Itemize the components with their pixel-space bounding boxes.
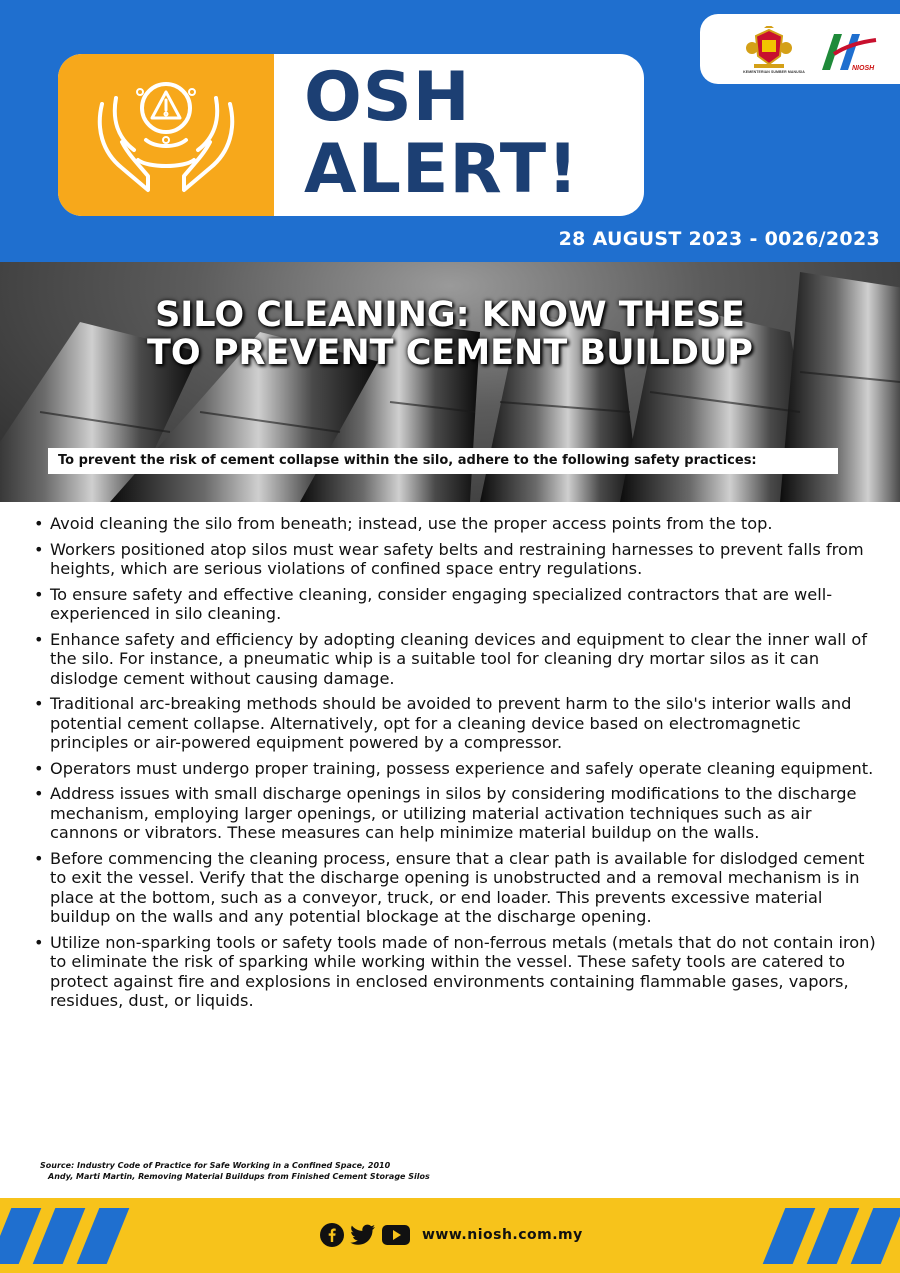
banner-title-line2: TO PREVENT CEMENT BUILDUP bbox=[147, 333, 753, 373]
hazard-stripe bbox=[33, 1208, 86, 1264]
list-item: • To ensure safety and effective cleaning, consider engaging specialized contractors that are well-experienced in silo cleaning. bbox=[34, 585, 884, 624]
niosh-label: NIOSH bbox=[852, 65, 875, 72]
sources bbox=[40, 1160, 430, 1182]
hazard-stripe bbox=[77, 1208, 130, 1264]
alert-title-line1: OSH bbox=[304, 58, 471, 137]
social-links bbox=[320, 1223, 583, 1247]
alert-title bbox=[304, 58, 580, 209]
list-item: • Avoid cleaning the silo from beneath; instead, use the proper access points from the top. bbox=[34, 514, 884, 534]
youtube-icon[interactable] bbox=[382, 1225, 410, 1245]
alert-title-line2: ALERT! bbox=[304, 130, 580, 209]
list-item: • Utilize non-sparking tools or safety tools made of non-ferrous metals (metals that do not contain iron) to eliminate the risk of sparking while working within the vessel. These safety tools are catered to protect against fire and explosions in enclosed environments containing flammable gases, vapors, residues, dust, or liquids. bbox=[34, 933, 884, 1011]
header bbox=[0, 0, 900, 262]
list-item: • Workers positioned atop silos must wear safety belts and restraining harnesses to prevent falls from heights, which are serious violations of confined space entry regulations. bbox=[34, 540, 884, 579]
alert-icon-panel bbox=[58, 54, 274, 216]
silo-banner bbox=[0, 262, 900, 502]
list-item: • Enhance safety and efficiency by adopting cleaning devices and equipment to clear the inner wall of the silo. For instance, a pneumatic whip is a suitable tool for cleaning dry mortar silos as it can dislodge cement without causing damage. bbox=[34, 630, 884, 689]
practices-section bbox=[34, 514, 884, 1017]
list-item: • Before commencing the cleaning process, ensure that a clear path is available for dislodged cement to exit the vessel. Verify that the discharge opening is unobstructed and a removal mechanism is in place at the bottom, such as a conveyor, truck, or end loader. This prevents excessive material buildup on the walls and any potential blockage at the discharge opening. bbox=[34, 849, 884, 927]
intro-text: To prevent the risk of cement collapse within the silo, adhere to the following safety practices: bbox=[48, 448, 838, 474]
banner-title bbox=[0, 296, 900, 372]
practices-list bbox=[34, 514, 884, 1011]
list-item: • Traditional arc-breaking methods should be avoided to prevent harm to the silo's interior walls and potential cement collapse. Alternatively, opt for a cleaning device based on electromagnetic principles or air-powered equipment powered by a compressor. bbox=[34, 694, 884, 753]
ministry-label: KEMENTERIAN SUMBER MANUSIA bbox=[743, 70, 805, 74]
hazard-stripe bbox=[807, 1208, 860, 1264]
date-reference: 28 AUGUST 2023 - 0026/2023 bbox=[558, 228, 880, 250]
footer bbox=[0, 1198, 900, 1273]
facebook-icon[interactable] bbox=[320, 1223, 344, 1247]
hands-warning-icon bbox=[92, 68, 240, 202]
banner-title-line1: SILO CLEANING: KNOW THESE bbox=[155, 295, 745, 335]
list-item: • Operators must undergo proper training, possess experience and safely operate cleaning equipment. bbox=[34, 759, 884, 779]
hazard-stripe bbox=[763, 1208, 816, 1264]
list-item: • Address issues with small discharge openings in silos by considering modifications to the discharge mechanism, employing larger openings, or utilizing material activation techniques such as air cannons or vibrators. These measures can help minimize material buildup on the walls. bbox=[34, 784, 884, 843]
source-line-2: Andy, Marti Martin, Removing Material Buildups from Finished Cement Storage Silos bbox=[48, 1172, 430, 1181]
ministry-crest-icon bbox=[744, 26, 794, 70]
source-line-1: Source: Industry Code of Practice for Safe Working in a Confined Space, 2010 bbox=[40, 1161, 391, 1170]
website-link[interactable]: www.niosh.com.my bbox=[422, 1227, 583, 1243]
logo-panel bbox=[700, 14, 900, 84]
twitter-icon[interactable] bbox=[350, 1224, 376, 1246]
osh-alert-card bbox=[58, 54, 644, 216]
hazard-stripe bbox=[851, 1208, 900, 1264]
